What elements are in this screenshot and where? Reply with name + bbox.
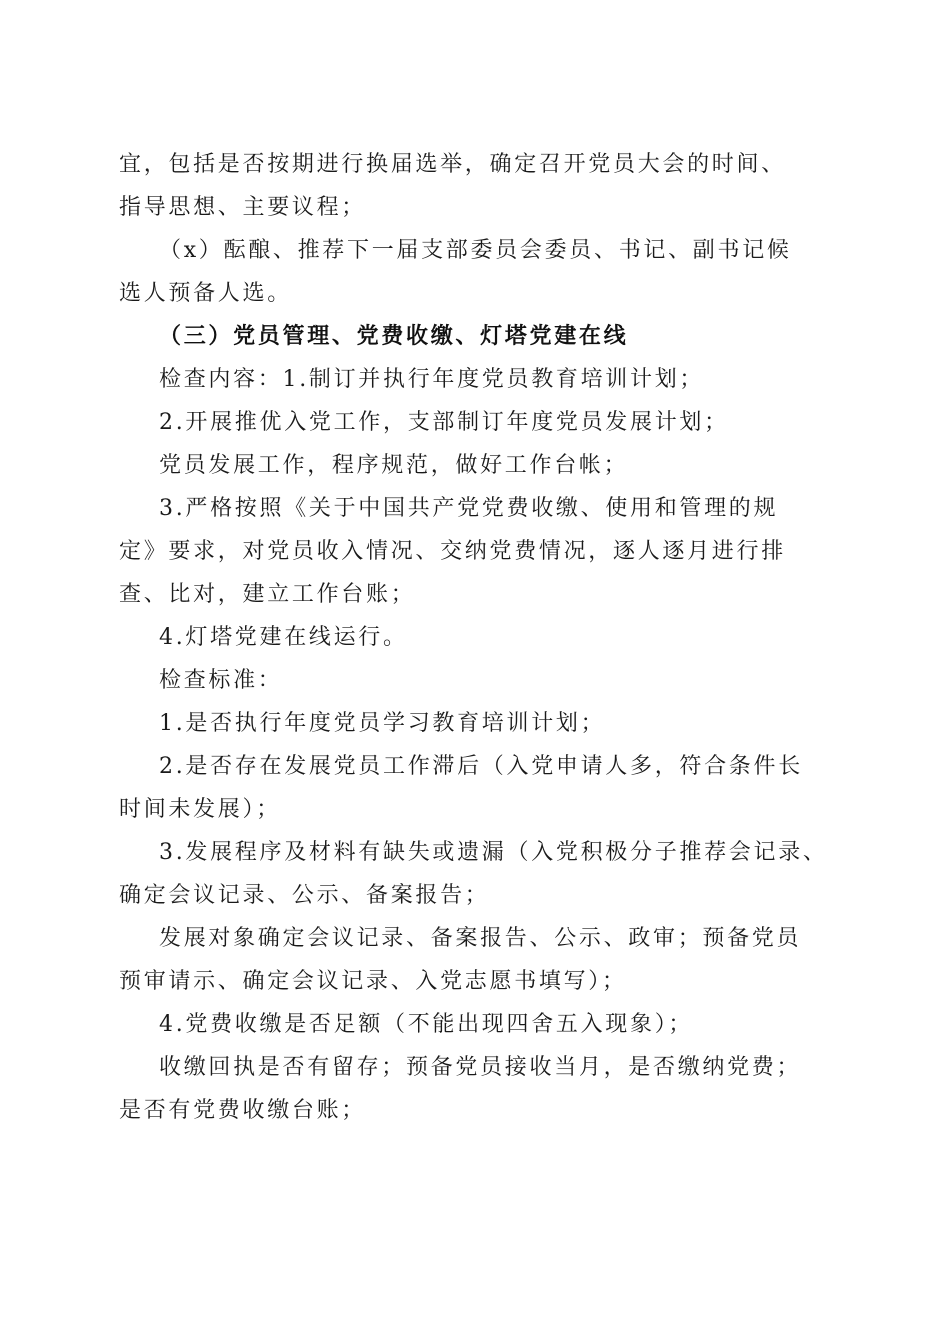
text-line: 时间未发展）； (119, 797, 281, 822)
text-line: 4.党费收缴是否足额（不能出现四舍五入现象）； (159, 1012, 694, 1037)
text-line: 4.灯塔党建在线运行。 (159, 625, 408, 650)
text-line: 预审请示、确定会议记录、入党志愿书填写）； (119, 969, 627, 994)
text-line: 2.开展推优入党工作，支部制订年度党员发展计划； (159, 410, 729, 435)
text-line: 选人预备人选。 (119, 281, 292, 306)
text-line: 3.严格按照《关于中国共产党党费收缴、使用和管理的规 (159, 496, 779, 521)
text-line: 2.是否存在发展党员工作滞后（入党申请人多，符合条件长 (159, 754, 803, 779)
text-line: 是否有党费收缴台账； (119, 1098, 367, 1123)
text-line: 检查内容：1.制订并执行年度党员教育培训计划； (159, 367, 705, 392)
text-line: 定》要求，对党员收入情况、交纳党费情况，逐人逐月进行排 (119, 539, 786, 564)
text-line: 检查标准： (159, 668, 283, 693)
text-line: 指导思想、主要议程； (119, 195, 367, 220)
text-line: 确定会议记录、公示、备案报告； (119, 883, 490, 908)
text-line: 发展对象确定会议记录、备案报告、公示、政审；预备党员 (159, 926, 802, 951)
document-body (119, 143, 829, 1132)
text-line: 宜，包括是否按期进行换届选举，确定召开党员大会的时间、 (119, 152, 786, 177)
text-line: 3.发展程序及材料有缺失或遗漏（入党积极分子推荐会记录、 (159, 840, 828, 865)
text-line: （x）酝酿、推荐下一届支部委员会委员、书记、副书记候 (159, 238, 792, 263)
text-line: 收缴回执是否有留存；预备党员接收当月，是否缴纳党费； (159, 1055, 802, 1080)
text-line: 党员发展工作，程序规范，做好工作台帐； (159, 453, 629, 478)
section-heading: （三）党员管理、党费收缴、灯塔党建在线 (159, 324, 629, 349)
text-line: 1.是否执行年度党员学习教育培训计划； (159, 711, 606, 736)
text-line: 查、比对，建立工作台账； (119, 582, 416, 607)
